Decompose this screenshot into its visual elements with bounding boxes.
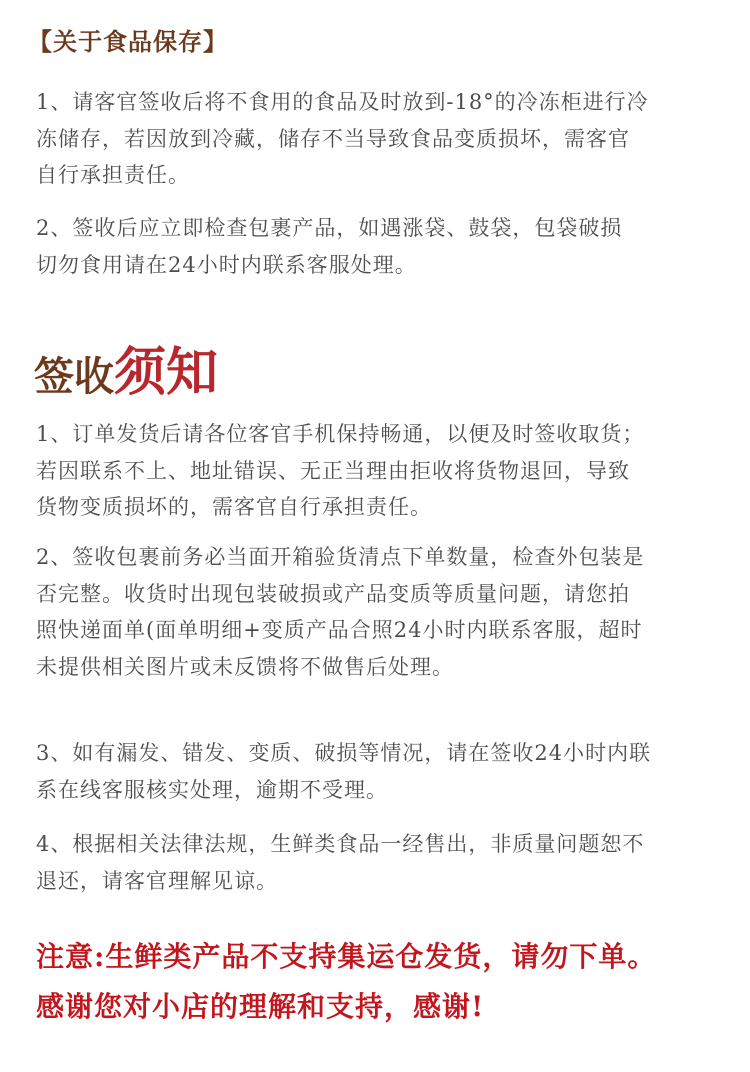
receipt-notice-title: [34, 330, 219, 403]
storage-item-1: 1、请客官签收后将不食用的食品及时放到-18°的冷冻柜进行冷 冻储存，若因放到冷藏，储存不当导致食品变质损坏，需客官 自行承担责任。: [36, 90, 649, 187]
receipt-item-2: 2、签收包裹前务必当面开箱验货清点下单数量，检查外包装是 否完整。收货时出现包装破损或产品变质等质量问题，请您拍 照快递面单(面单明细+变质产品合照24小时内联系客服，超时 未提供相关图片或未反馈将不做售后处理。: [36, 545, 645, 679]
receipt-title-part-2: 须知: [114, 342, 219, 403]
receipt-title-part-1: 签收: [34, 353, 114, 400]
receipt-item-4: 4、根据相关法律法规，生鲜类食品一经售出，非质量问题恕不 退还，请客官理解见谅。: [36, 832, 645, 893]
storage-item-2: 2、签收后应立即检查包裹产品，如遇涨袋、鼓袋，包袋破损 切勿食用请在24小时内联系客服处理。: [36, 216, 623, 277]
storage-section-heading: 【关于食品保存】: [28, 27, 228, 56]
receipt-item-1: 1、订单发货后请各位客官手机保持畅通，以便及时签收取货； 若因联系不上、地址错误、无正当理由拒收将货物退回，导致 货物变质损坏的，需客官自行承担责任。: [36, 422, 645, 519]
receipt-item-3: 3、如有漏发、错发、变质、破损等情况，请在签收24小时内联 系在线客服核实处理，逾期不受理。: [36, 741, 652, 802]
shipping-notice: 注意:生鲜类产品不支持集运仓发货，请勿下单。 感谢您对小店的理解和支持，感谢!: [36, 940, 657, 1023]
